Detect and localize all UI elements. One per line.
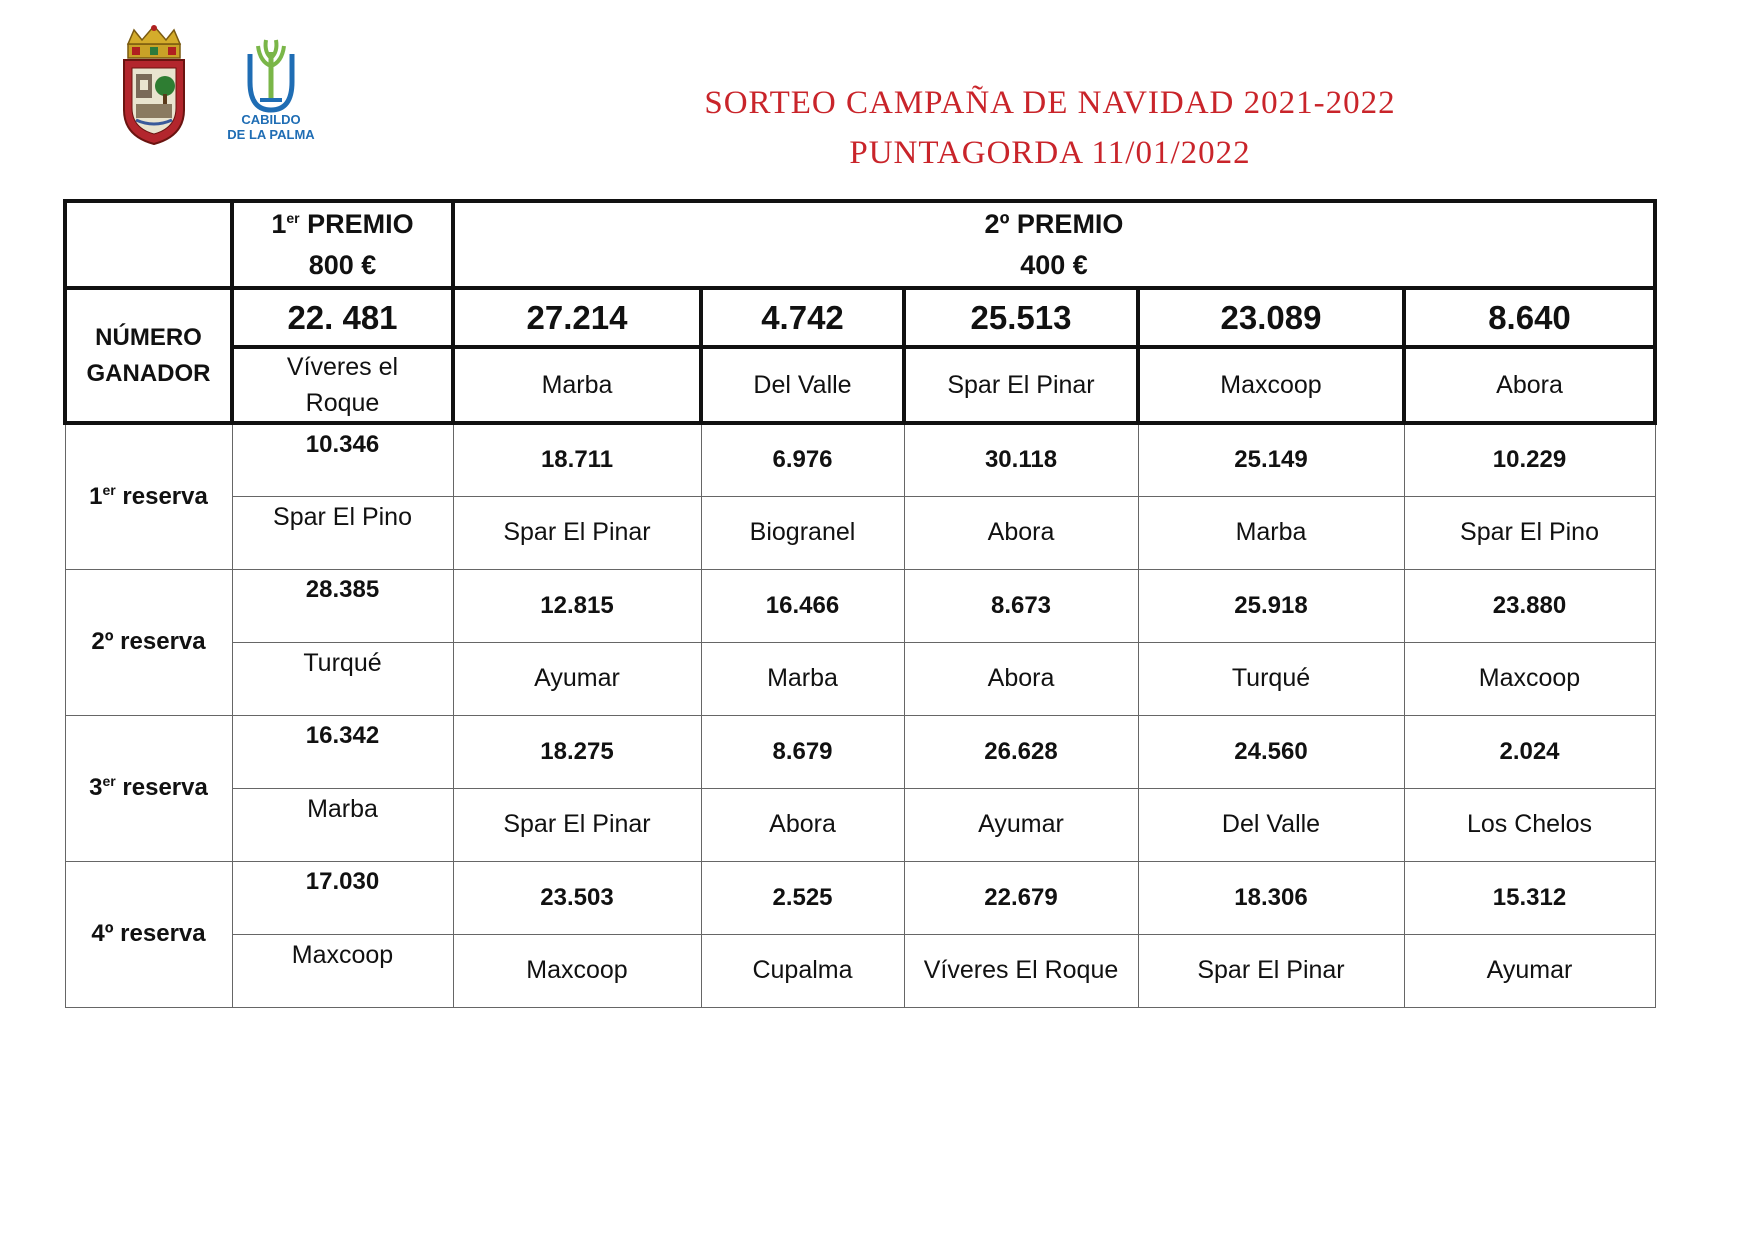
prize-results-table (63, 199, 1657, 1008)
reserve-store: Marba (1138, 496, 1404, 569)
reserve-store: Spar El Pinar (453, 496, 701, 569)
reserve-store: Del Valle (1138, 788, 1404, 861)
reserve-2-store-row (65, 642, 1655, 715)
reserve-1-number-row (65, 423, 1655, 496)
reserve-number: 12.815 (453, 569, 701, 642)
winner-store: Spar El Pinar (904, 347, 1138, 423)
reserve-number: 16.342 (232, 715, 453, 788)
winner-number-row (65, 288, 1655, 347)
cabildo-name-line2: DE LA PALMA (227, 127, 315, 142)
reserve-number: 25.149 (1138, 423, 1404, 496)
reserve-store: Marba (701, 642, 904, 715)
reserve-store: Turqué (232, 642, 453, 715)
prize-header-row (65, 201, 1655, 288)
reserve-number: 8.679 (701, 715, 904, 788)
winner-number: 25.513 (904, 288, 1138, 347)
reserve-number: 18.711 (453, 423, 701, 496)
reserve-number: 23.880 (1404, 569, 1655, 642)
title-line-1: SORTEO CAMPAÑA DE NAVIDAD 2021-2022 (704, 85, 1396, 121)
second-prize-label: 2º PREMIO (984, 208, 1124, 239)
second-prize-header (453, 201, 1655, 288)
reserve-4-number-row (65, 861, 1655, 934)
reserve-number: 30.118 (904, 423, 1138, 496)
reserve-number: 25.918 (1138, 569, 1404, 642)
reserve-number: 17.030 (232, 861, 453, 934)
reserve-number: 22.679 (904, 861, 1138, 934)
reserve-number: 8.673 (904, 569, 1138, 642)
cabildo-name-line1: CABILDO (241, 112, 301, 127)
reserve-1-store-row (65, 496, 1655, 569)
reserve-store: Maxcoop (232, 934, 453, 1007)
reserve-3-store-row (65, 788, 1655, 861)
corner-cell (65, 201, 232, 288)
reserve-store: Maxcoop (453, 934, 701, 1007)
reserve-3-label: 3er reserva (65, 715, 232, 861)
reserve-2-label: 2º reserva (65, 569, 232, 715)
reserve-3-number-row (65, 715, 1655, 788)
reserve-number: 10.346 (232, 423, 453, 496)
document-title (650, 78, 1450, 178)
reserve-number: 2.024 (1404, 715, 1655, 788)
winner-number: 8.640 (1404, 288, 1655, 347)
reserve-store: Abora (904, 496, 1138, 569)
puntagorda-coat-of-arms-icon (118, 24, 190, 146)
reserve-store: Ayumar (1404, 934, 1655, 1007)
reserve-number: 15.312 (1404, 861, 1655, 934)
reserve-number: 26.628 (904, 715, 1138, 788)
first-prize-header: 1er PREMIO 800 € (232, 201, 453, 288)
winner-store: Del Valle (701, 347, 904, 423)
winner-store: Maxcoop (1138, 347, 1404, 423)
title-line-2: PUNTAGORDA 11/01/2022 (849, 135, 1251, 171)
winner-store: Víveres el Roque (232, 347, 453, 423)
reserve-store: Biogranel (701, 496, 904, 569)
reserve-4-store-row (65, 934, 1655, 1007)
reserve-number: 6.976 (701, 423, 904, 496)
reserve-store: Maxcoop (1404, 642, 1655, 715)
reserve-store: Spar El Pino (232, 496, 453, 569)
winner-store: Marba (453, 347, 701, 423)
reserve-number: 18.275 (453, 715, 701, 788)
reserve-number: 23.503 (453, 861, 701, 934)
reserve-store: Abora (701, 788, 904, 861)
reserve-number: 24.560 (1138, 715, 1404, 788)
reserve-store: Marba (232, 788, 453, 861)
reserve-number: 10.229 (1404, 423, 1655, 496)
logos (118, 24, 338, 154)
reserve-store: Spar El Pinar (1138, 934, 1404, 1007)
reserve-number: 2.525 (701, 861, 904, 934)
winner-number: 4.742 (701, 288, 904, 347)
winner-store: Abora (1404, 347, 1655, 423)
winner-row-label: NÚMERO GANADOR (65, 288, 232, 423)
reserve-store: Ayumar (904, 788, 1138, 861)
second-prize-amount: 400 € (1020, 249, 1088, 280)
reserve-number: 18.306 (1138, 861, 1404, 934)
reserve-number: 28.385 (232, 569, 453, 642)
reserve-store: Cupalma (701, 934, 904, 1007)
first-prize-amount: 800 € (308, 249, 377, 280)
winner-store-row (65, 347, 1655, 423)
winner-number: 27.214 (453, 288, 701, 347)
reserve-2-number-row (65, 569, 1655, 642)
reserve-store: Turqué (1138, 642, 1404, 715)
reserve-4-label: 4º reserva (65, 861, 232, 1007)
reserve-store: Spar El Pinar (453, 788, 701, 861)
reserve-store: Spar El Pino (1404, 496, 1655, 569)
reserve-store: Víveres El Roque (904, 934, 1138, 1007)
reserve-store: Los Chelos (1404, 788, 1655, 861)
reserve-store: Ayumar (453, 642, 701, 715)
reserve-1-label: 1er reserva (65, 423, 232, 569)
reserve-number: 16.466 (701, 569, 904, 642)
winner-number: 22. 481 (232, 288, 453, 347)
reserve-store: Abora (904, 642, 1138, 715)
winner-number: 23.089 (1138, 288, 1404, 347)
